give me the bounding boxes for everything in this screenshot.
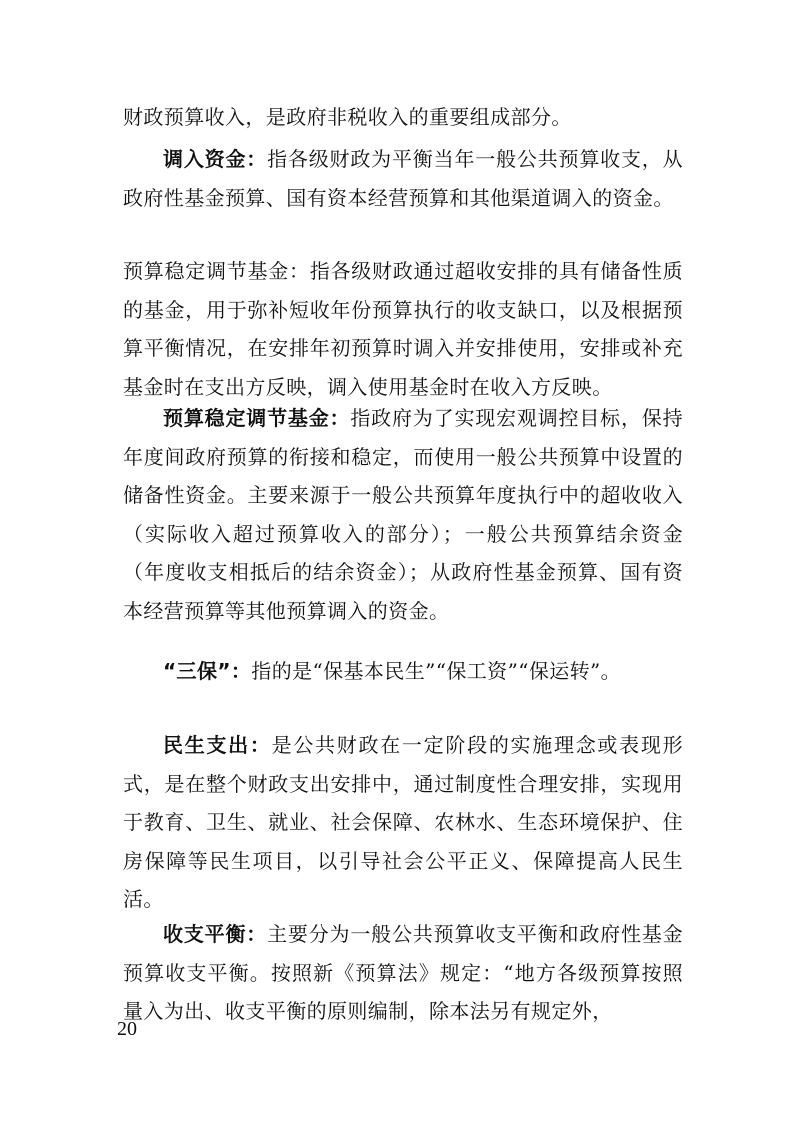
page-number: 20 xyxy=(117,1018,137,1040)
term-label: “三保”： xyxy=(163,659,252,683)
paragraph-stabilization-fund xyxy=(123,399,683,630)
paragraph-text: 指的是“保基本民生”“保工资”“保运转”。 xyxy=(251,659,622,683)
term-label: 收支平衡： xyxy=(163,922,268,946)
paragraph-text: 是公共财政在一定阶段的实施理念或表现形式，是在整个财政支出安排中，通过制度性合理安排，实现用于教育、卫生、就业、社会保障、农林水、生态环境保护、住房保障等民生项目，以引导社会公平正义、保障提高人民生活。 xyxy=(123,733,683,911)
paragraph-text: 财政预算收入，是政府非税收入的重要组成部分。 xyxy=(123,105,572,129)
paragraph-text: 指各级财政为平衡当年一般公共预算收支，从政府性基金预算、国有资本经营预算和其他渠道调入的资金。 xyxy=(123,147,684,210)
paragraph-balance xyxy=(123,915,683,1031)
paragraph-text: 指政府为了实现宏观调控目标，保持年度间政府预算的衔接和稳定，而使用一般公共预算中设置的储备性资金。主要来源于一般公共预算年度执行中的超收收入（实际收入超过预算收入的部分）；一般公共预算结余资金（年度收支相抵后的结余资金）；从政府性基金预算、国有资本经营预算等其他预算调入的资金。 xyxy=(123,406,683,623)
paragraph-transfer-funds xyxy=(123,140,683,217)
paragraph-stabilization-fund-local xyxy=(123,252,683,406)
term-label: 民生支出： xyxy=(163,733,272,757)
paragraph-livelihood-expenditure xyxy=(123,726,683,919)
paragraph-three-guarantees xyxy=(123,652,683,691)
paragraph-text: 主要分为一般公共预算收支平衡和政府性基金预算收支平衡。按照新《预算法》规定：“地方各级预算按照量入为出、收支平衡的原则编制，除本法另有规定外， xyxy=(123,922,684,1023)
term-label: 调入资金： xyxy=(163,147,268,171)
paragraph-text: 预算稳定调节基金：指各级财政通过超收安排的具有储备性质的基金，用于弥补短收年份预算执行的收支缺口，以及根据预算平衡情况，在安排年初预算时调入并安排使用，安排或补充基金时在支出方反映，调入使用基金时在收入方反映。 xyxy=(123,259,683,399)
term-label: 预算稳定调节基金： xyxy=(163,406,351,430)
paragraph-continuation xyxy=(123,98,683,137)
